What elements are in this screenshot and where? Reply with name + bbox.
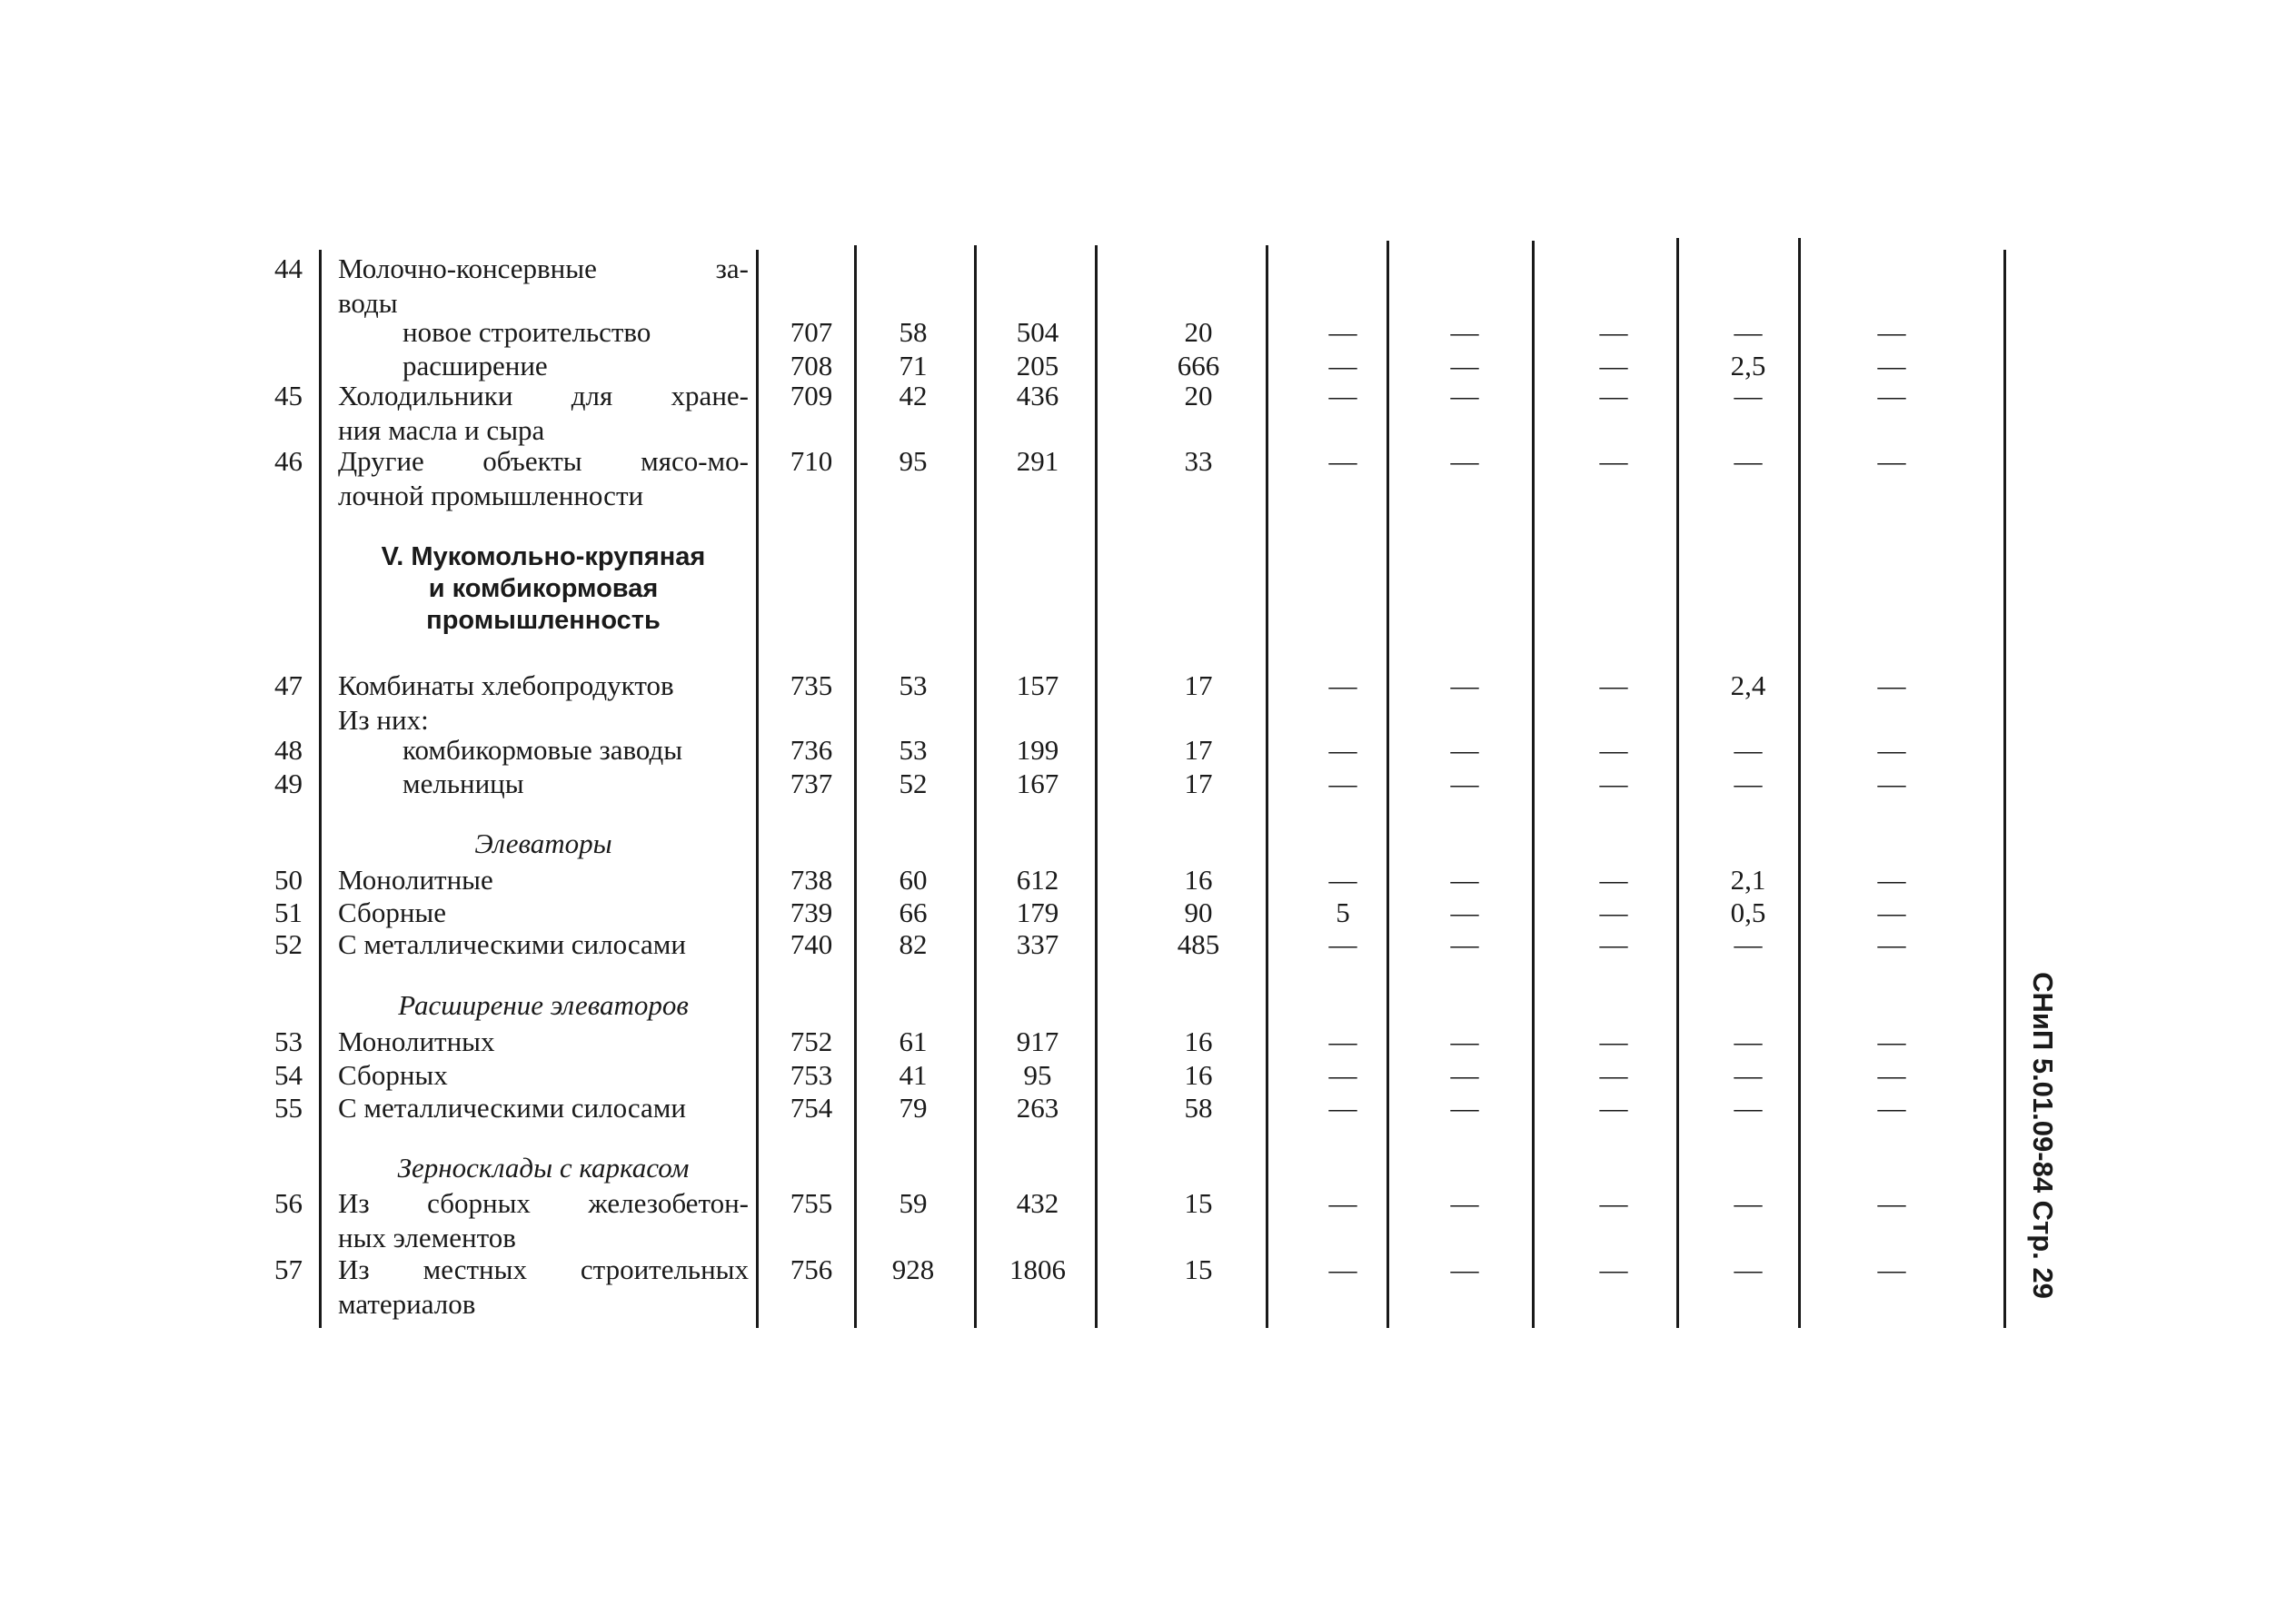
value-col-7: [1540, 253, 1687, 285]
table-row: [0, 669, 2296, 736]
value-col-9: —: [1877, 897, 1906, 928]
row-description: Из местных строительных: [338, 1253, 749, 1285]
section-heading: и комбикормовая: [428, 574, 659, 603]
row-number: 57: [274, 1253, 303, 1285]
value-col-2: 82: [899, 928, 928, 960]
value-col-1: 756: [790, 1253, 833, 1285]
section-heading: V. Мукомольно-крупяная: [381, 542, 706, 571]
row-number: 53: [274, 1025, 303, 1057]
row-number: 49: [274, 768, 303, 799]
value-col-8: —: [1734, 445, 1763, 477]
value-col-1: 754: [790, 1092, 833, 1124]
value-col-3: 612: [1016, 864, 1059, 896]
section-heading: Элеваторы: [474, 827, 612, 859]
value-col-2: 41: [899, 1059, 928, 1091]
value-col-7: —: [1599, 1059, 1628, 1091]
row-description: ных элементов: [338, 1222, 516, 1253]
row-description: мельницы: [403, 768, 524, 799]
value-col-1: 737: [790, 768, 833, 799]
value-col-4: 15: [1184, 1253, 1213, 1285]
value-col-7: —: [1599, 350, 1628, 381]
row-number: 55: [274, 1092, 303, 1124]
value-col-4: 485: [1177, 928, 1220, 960]
row-description: лочной промышленности: [338, 480, 644, 511]
row-number: 51: [274, 897, 303, 928]
value-col-3: 504: [1016, 316, 1059, 348]
value-col-2: 928: [891, 1253, 935, 1285]
value-col-9: —: [1877, 669, 1906, 701]
value-col-5: —: [1328, 864, 1357, 896]
value-col-5: 5: [1336, 897, 1350, 928]
value-col-9: [1814, 253, 1970, 285]
value-col-7: —: [1599, 1025, 1628, 1057]
table-row: [0, 768, 2296, 800]
row-description: Сборные: [338, 897, 447, 928]
row-number: 54: [274, 1059, 303, 1091]
value-col-8: —: [1734, 380, 1763, 411]
value-col-8: —: [1734, 1187, 1763, 1219]
value-col-9: —: [1877, 1187, 1906, 1219]
value-col-3: 291: [1016, 445, 1059, 477]
value-col-6: —: [1450, 768, 1479, 799]
value-col-1: 752: [790, 1025, 833, 1057]
value-col-4: 15: [1184, 1187, 1213, 1219]
value-col-5: —: [1328, 1253, 1357, 1285]
row-number: 45: [274, 380, 303, 411]
value-col-5: —: [1328, 1025, 1357, 1057]
value-col-1: 753: [790, 1059, 833, 1091]
value-col-4: 16: [1184, 1059, 1213, 1091]
value-col-6: —: [1450, 1092, 1479, 1124]
value-col-8: —: [1734, 768, 1763, 799]
row-description: Сборных: [338, 1059, 448, 1091]
value-col-2: 60: [899, 864, 928, 896]
value-col-4: 58: [1184, 1092, 1213, 1124]
value-col-4: 16: [1184, 864, 1213, 896]
value-col-1: 740: [790, 928, 833, 960]
table-row: [0, 316, 2296, 349]
table-row: [0, 864, 2296, 897]
table-row: [0, 253, 2296, 319]
value-col-7: —: [1599, 1092, 1628, 1124]
value-col-8: —: [1734, 1253, 1763, 1285]
value-col-6: —: [1450, 380, 1479, 411]
value-col-1: 708: [790, 350, 833, 381]
value-col-2: 79: [899, 1092, 928, 1124]
value-col-3: 1806: [1009, 1253, 1066, 1285]
value-col-5: —: [1328, 445, 1357, 477]
value-col-3: 95: [1023, 1059, 1052, 1091]
value-col-6: —: [1450, 350, 1479, 381]
value-col-7: —: [1599, 768, 1628, 799]
value-col-9: —: [1877, 1025, 1906, 1057]
value-col-2: 61: [899, 1025, 928, 1057]
value-col-3: 436: [1016, 380, 1059, 411]
row-description: комбикормовые заводы: [403, 734, 683, 766]
row-number: 46: [274, 445, 303, 477]
value-col-6: —: [1450, 445, 1479, 477]
value-col-6: —: [1450, 734, 1479, 766]
value-col-9: —: [1877, 1253, 1906, 1285]
value-col-5: —: [1328, 380, 1357, 411]
value-col-9: —: [1877, 768, 1906, 799]
value-col-7: —: [1599, 928, 1628, 960]
row-number: 50: [274, 864, 303, 896]
value-col-6: —: [1450, 1025, 1479, 1057]
value-col-4: 17: [1184, 669, 1213, 701]
value-col-3: 917: [1016, 1025, 1059, 1057]
value-col-4: 16: [1184, 1025, 1213, 1057]
value-col-6: —: [1450, 316, 1479, 348]
value-col-6: —: [1450, 1253, 1479, 1285]
value-col-2: 52: [899, 768, 928, 799]
value-col-8: —: [1734, 1059, 1763, 1091]
value-col-8: 2,1: [1730, 864, 1766, 896]
value-col-8: —: [1734, 316, 1763, 348]
value-col-4: [1104, 253, 1293, 285]
value-col-5: —: [1328, 316, 1357, 348]
value-col-4: 17: [1184, 768, 1213, 799]
row-description: Холодильники для хране-: [338, 380, 749, 411]
row-description: Молочно-консервные за-: [338, 253, 749, 284]
value-col-8: 2,5: [1730, 350, 1766, 381]
value-col-9: —: [1877, 1059, 1906, 1091]
value-col-8: —: [1734, 1025, 1763, 1057]
value-col-6: —: [1450, 669, 1479, 701]
value-col-2: 71: [899, 350, 928, 381]
section-heading: Расширение элеваторов: [398, 989, 689, 1021]
value-col-9: —: [1877, 928, 1906, 960]
value-col-1: 736: [790, 734, 833, 766]
row-number: 48: [274, 734, 303, 766]
value-col-2: 59: [899, 1187, 928, 1219]
row-description: С металлическими силосами: [338, 1092, 686, 1124]
value-col-5: —: [1328, 734, 1357, 766]
table-row: [0, 928, 2296, 961]
value-col-4: 20: [1184, 316, 1213, 348]
footer-text: СНиП 5.01.09-84 Стр. 29: [2027, 972, 2059, 1299]
value-col-3: 179: [1016, 897, 1059, 928]
row-description: воды: [338, 287, 398, 319]
value-col-6: —: [1450, 928, 1479, 960]
value-col-9: —: [1877, 864, 1906, 896]
value-col-7: —: [1599, 897, 1628, 928]
value-col-6: [1396, 253, 1534, 285]
row-description: Из сборных железобетон-: [338, 1187, 749, 1219]
row-number: 47: [274, 669, 303, 701]
value-col-1: 710: [790, 445, 833, 477]
row-description: новое строительство: [403, 316, 651, 348]
value-col-9: —: [1877, 350, 1906, 381]
value-col-9: —: [1877, 316, 1906, 348]
section-heading: промышленность: [426, 606, 661, 635]
value-col-1: [761, 253, 861, 285]
value-col-9: —: [1877, 445, 1906, 477]
value-col-7: —: [1599, 864, 1628, 896]
row-description: Монолитных: [338, 1025, 495, 1057]
value-col-4: 17: [1184, 734, 1213, 766]
value-col-2: 42: [899, 380, 928, 411]
value-col-2: [863, 253, 963, 285]
table-row: [0, 380, 2296, 446]
value-col-5: —: [1328, 350, 1357, 381]
row-description: Из них:: [338, 704, 429, 736]
table-row: [0, 1092, 2296, 1124]
table-row: [0, 1059, 2296, 1092]
value-col-7: —: [1599, 380, 1628, 411]
row-description: Комбинаты хлебопродуктов: [338, 669, 674, 701]
row-description: С металлическими силосами: [338, 928, 686, 960]
value-col-3: 432: [1016, 1187, 1059, 1219]
value-col-4: 20: [1184, 380, 1213, 411]
table-row: [0, 1187, 2296, 1253]
row-description: расширение: [403, 350, 548, 381]
value-col-8: [1685, 253, 1812, 285]
value-col-7: —: [1599, 1253, 1628, 1285]
row-description: ния масла и сыра: [338, 414, 545, 446]
row-number: 52: [274, 928, 303, 960]
value-col-7: —: [1599, 445, 1628, 477]
value-col-8: —: [1734, 928, 1763, 960]
table-row: [0, 350, 2296, 382]
value-col-7: —: [1599, 1187, 1628, 1219]
value-col-3: 205: [1016, 350, 1059, 381]
row-number: [257, 316, 303, 349]
value-col-8: 2,4: [1730, 669, 1766, 701]
value-col-3: 337: [1016, 928, 1059, 960]
value-col-2: 53: [899, 669, 928, 701]
page-footer: [2027, 945, 2059, 1326]
table-row: [0, 734, 2296, 767]
row-description: материалов: [338, 1288, 476, 1320]
table-row: [0, 1025, 2296, 1058]
value-col-9: —: [1877, 734, 1906, 766]
value-col-5: —: [1328, 768, 1357, 799]
value-col-2: 66: [899, 897, 928, 928]
value-col-9: —: [1877, 1092, 1906, 1124]
value-col-6: —: [1450, 864, 1479, 896]
value-col-1: 707: [790, 316, 833, 348]
table-row: [0, 897, 2296, 929]
value-col-3: 199: [1016, 734, 1059, 766]
value-col-1: 755: [790, 1187, 833, 1219]
value-col-5: [1274, 253, 1412, 285]
value-col-2: 95: [899, 445, 928, 477]
value-col-6: —: [1450, 1059, 1479, 1091]
row-number: [257, 350, 303, 382]
value-col-1: 709: [790, 380, 833, 411]
value-col-6: —: [1450, 1187, 1479, 1219]
value-col-8: —: [1734, 1092, 1763, 1124]
value-col-1: 735: [790, 669, 833, 701]
value-col-9: —: [1877, 380, 1906, 411]
row-description: Другие объекты мясо-мо-: [338, 445, 749, 477]
row-number: 56: [274, 1187, 303, 1219]
value-col-3: [983, 253, 1092, 285]
table-row: [0, 445, 2296, 511]
value-col-6: —: [1450, 897, 1479, 928]
value-col-7: —: [1599, 734, 1628, 766]
value-col-2: 53: [899, 734, 928, 766]
value-col-4: 90: [1184, 897, 1213, 928]
table-row: [0, 1253, 2296, 1320]
value-col-1: 738: [790, 864, 833, 896]
value-col-1: 739: [790, 897, 833, 928]
row-number: 44: [274, 253, 303, 284]
value-col-8: 0,5: [1730, 897, 1766, 928]
value-col-5: —: [1328, 928, 1357, 960]
row-description: Монолитные: [338, 864, 493, 896]
value-col-5: —: [1328, 1059, 1357, 1091]
value-col-7: —: [1599, 669, 1628, 701]
value-col-5: —: [1328, 1187, 1357, 1219]
section-heading: Зерносклады с каркасом: [397, 1152, 690, 1184]
value-col-4: 33: [1184, 445, 1213, 477]
value-col-8: —: [1734, 734, 1763, 766]
value-col-2: 58: [899, 316, 928, 348]
value-col-5: —: [1328, 669, 1357, 701]
value-col-3: 263: [1016, 1092, 1059, 1124]
value-col-7: —: [1599, 316, 1628, 348]
value-col-5: —: [1328, 1092, 1357, 1124]
value-col-3: 157: [1016, 669, 1059, 701]
value-col-3: 167: [1016, 768, 1059, 799]
value-col-4: 666: [1177, 350, 1220, 381]
